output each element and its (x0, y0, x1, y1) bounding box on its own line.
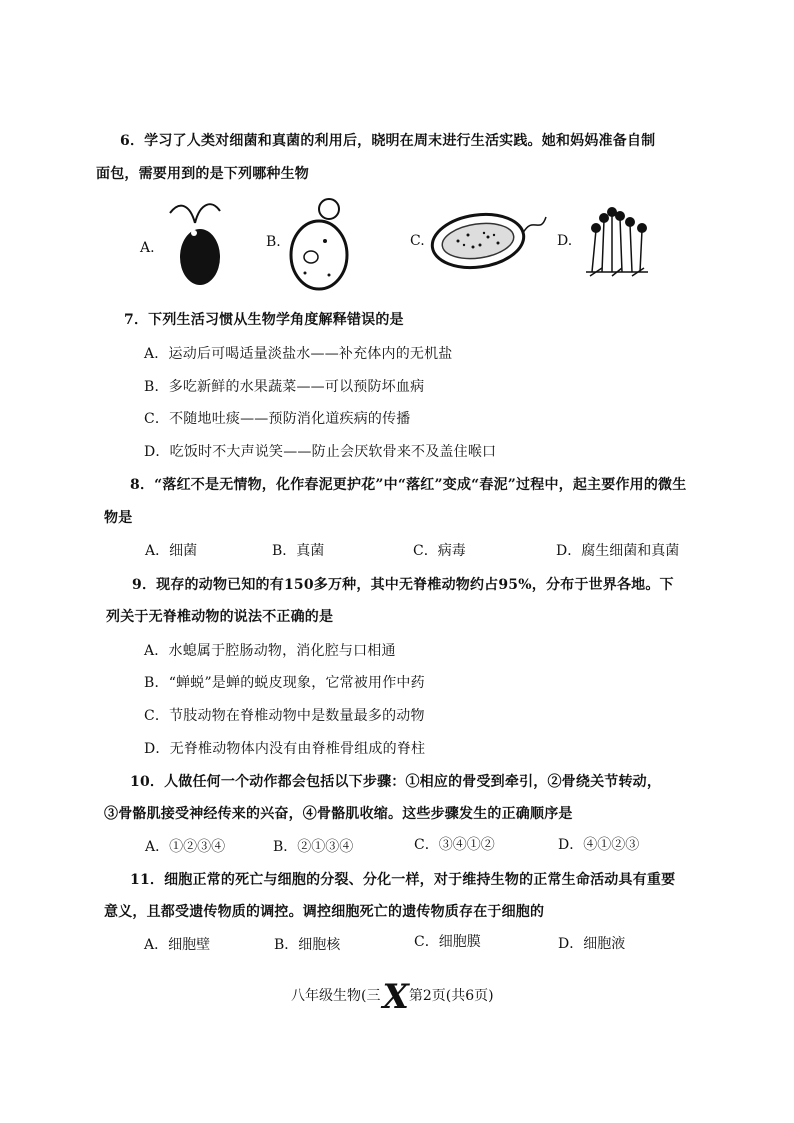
q8-stem-line2: 物是 (104, 510, 133, 526)
footer-subject: 八年级生物(三 (291, 988, 381, 1004)
bacterium-image (428, 205, 553, 275)
q9-option-c: C．节肢动物在脊椎动物中是数量最多的动物 (144, 708, 425, 724)
q8-option-a: A．细菌 (145, 543, 198, 559)
q10-option-b: B．②①③④ (273, 839, 354, 855)
q11-stem-line2: 意义，且都受遗传物质的调控。调控细胞死亡的遗传物质存在于细胞的 (104, 904, 545, 920)
q7-option-a: A．运动后可喝适量淡盐水——补充体内的无机盐 (144, 346, 453, 362)
q8-stem-line1: 8．“落红不是无情物，化作春泥更护花”中“落红”变成“春泥”过程中，起主要作用的微生 (130, 477, 687, 493)
q11-stem-line1: 11．细胞正常的死亡与细胞的分裂、分化一样，对于维持生物的正常生命活动具有重要 (130, 872, 676, 888)
q10-option-d: D．④①②③ (558, 837, 640, 853)
chlamydomonas-image (160, 195, 230, 290)
q11-option-b: B．细胞核 (274, 937, 341, 953)
q6-option-b-label: B. (266, 234, 281, 250)
q10-stem-line2: ③骨骼肌接受神经传来的兴奋，④骨骼肌收缩。这些步骤发生的正确顺序是 (104, 806, 573, 822)
q9-stem-line1: 9．现存的动物已知的有150多万种，其中无脊椎动物约占95%，分布于世界各地。下 (132, 577, 674, 593)
q7-stem: 7．下列生活习惯从生物学角度解释错误的是 (124, 312, 404, 328)
q11-option-d: D．细胞液 (558, 936, 626, 952)
q10-stem-line1: 10．人做任何一个动作都会包括以下步骤：①相应的骨受到牵引，②骨绕关节转动， (130, 774, 662, 790)
q7-option-d: D．吃饭时不大声说笑——防止会厌软骨来不及盖住喉口 (144, 444, 497, 460)
q10-option-a: A．①②③④ (145, 839, 226, 855)
q7-option-b: B．多吃新鲜的水果蔬菜——可以预防坏血病 (144, 379, 425, 395)
q9-option-b: B．“蝉蜕”是蝉的蜕皮现象，它常被用作中药 (144, 675, 425, 691)
q6-stem-line2: 面包，需要用到的是下列哪种生物 (96, 166, 309, 182)
q6-option-c-label: C. (410, 233, 425, 249)
q9-option-a: A．水螅属于腔肠动物，消化腔与口相通 (144, 643, 396, 659)
q9-option-d: D．无脊椎动物体内没有由脊椎骨组成的脊柱 (144, 741, 426, 757)
q6-option-d-label: D. (557, 233, 573, 249)
q8-option-d: D．腐生细菌和真菌 (556, 543, 680, 559)
q9-stem-line2: 列关于无脊椎动物的说法不正确的是 (106, 609, 334, 625)
q11-option-c: C．细胞膜 (414, 934, 481, 950)
handwritten-x-mark: X (382, 977, 407, 1017)
q6-stem-line1: 6．学习了人类对细菌和真菌的利用后，晓明在周末进行生活实践。她和妈妈准备自制 (120, 133, 656, 149)
q10-option-c: C．③④①② (414, 837, 495, 853)
page-footer (291, 977, 494, 1017)
q6-option-a-label: A. (140, 240, 155, 256)
q11-option-a: A．细胞壁 (144, 937, 211, 953)
q7-option-c: C．不随地吐痰——预防消化道疾病的传播 (144, 411, 411, 427)
mold-fungus-image (582, 200, 652, 278)
footer-page-number: 第2页(共6页) (408, 988, 494, 1004)
q8-option-c: C．病毒 (413, 543, 466, 559)
yeast-image (285, 193, 355, 293)
q8-option-b: B．真菌 (272, 543, 325, 559)
